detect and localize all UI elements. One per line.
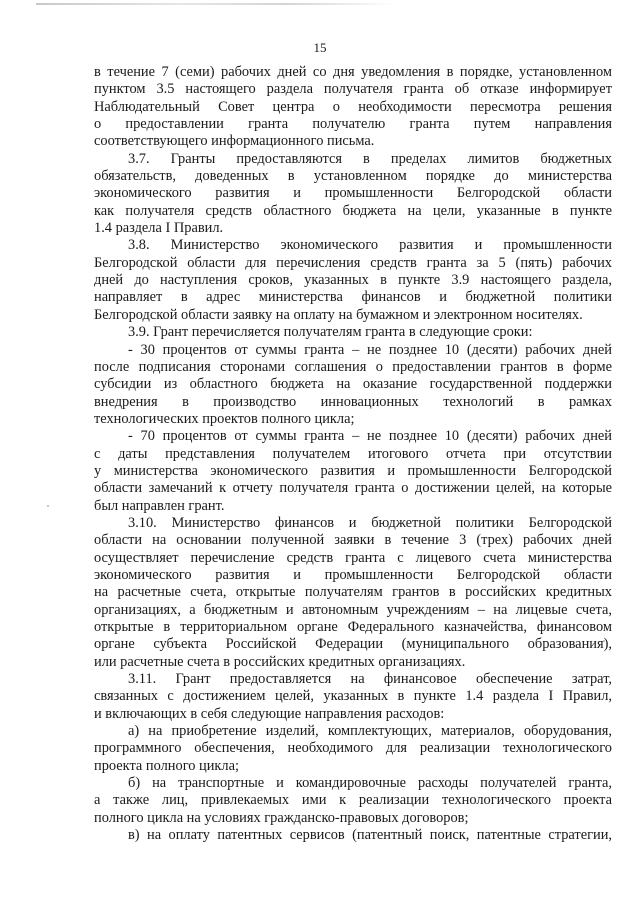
body-line: пунктом 3.5 настоящего раздела получателя гранта об отказе информирует bbox=[94, 81, 612, 98]
body-line: 1.4 раздела I Правил. bbox=[94, 220, 224, 237]
page-number: 15 bbox=[313, 40, 327, 55]
list-item-a: а) на приобретение изделий, комплектующих, материалов, оборудования, bbox=[128, 723, 612, 740]
body-line: области на основании полученной заявки в течение 3 (трех) рабочих дней bbox=[94, 532, 612, 549]
scan-speck bbox=[47, 505, 49, 507]
body-line: связанных с достижением целей, указанных в пункте 1.4 раздела I Правил, bbox=[94, 688, 612, 705]
body-line: субсидии из областного бюджета на оказание государственной поддержки bbox=[94, 376, 612, 393]
body-line: был направлен грант. bbox=[94, 497, 225, 514]
document-body bbox=[94, 64, 612, 844]
body-line: осуществляет перечисление средств гранта с лицевого счета министерства bbox=[94, 549, 612, 566]
body-line: организациях, а бюджетным и автономным учреждениям – на лицевые счета, bbox=[94, 601, 612, 618]
list-item-b: б) на транспортные и командировочные расходы получателей гранта, bbox=[128, 775, 612, 792]
clause-3-10: 3.10. Министерство финансов и бюджетной политики Белгородской bbox=[128, 514, 612, 531]
list-item-70-percent: - 70 процентов от суммы гранта – не позднее 10 (десяти) рабочих дней bbox=[128, 428, 612, 445]
body-line: соответствующего информационного письма. bbox=[94, 133, 375, 150]
scan-header-artifact bbox=[36, 3, 396, 5]
body-line: органе субъекта Российской Федерации (муниципального образования), bbox=[94, 636, 612, 653]
body-line: после подписания сторонами соглашения о предоставлении грантов в форме bbox=[94, 358, 612, 375]
body-line: экономического развития и промышленности Белгородской области bbox=[94, 185, 612, 202]
body-line: о предоставлении гранта получателю гранта путем направления bbox=[94, 116, 612, 133]
body-line: а также лиц, привлекаемых ими к реализации технологического проекта bbox=[94, 792, 612, 809]
body-line: проекта полного цикла; bbox=[94, 757, 239, 774]
clause-3-7: 3.7. Гранты предоставляются в пределах лимитов бюджетных bbox=[128, 150, 612, 167]
body-line: открытые в территориальном органе Федерального казначейства, финансовом bbox=[94, 619, 612, 635]
clause-3-8: 3.8. Министерство экономического развития и промышленности bbox=[128, 237, 612, 254]
body-line: Белгородской области заявку на оплату на бумажном и электронном носителях. bbox=[94, 306, 583, 323]
body-line: области замечаний к отчету получателя гранта о достижении целей, на которые bbox=[94, 480, 612, 497]
list-item-30-percent: - 30 процентов от суммы гранта – не позднее 10 (десяти) рабочих дней bbox=[128, 341, 612, 358]
body-line: внедрения в производство инновационных технологий в рамках bbox=[94, 393, 612, 410]
body-line: программного обеспечения, необходимого для реализации технологического bbox=[94, 740, 612, 757]
body-line: полного цикла на условиях гражданско-правовых договоров; bbox=[94, 809, 469, 826]
body-line: направляет в адрес министерства финансов и бюджетной политики bbox=[94, 289, 612, 306]
body-line: Белгородской области для перечисления средств гранта за 5 (пять) рабочих bbox=[94, 254, 612, 271]
body-line: как получателя средств областного бюджета на цели, указанные в пункте bbox=[94, 202, 612, 219]
list-item-v: в) на оплату патентных сервисов (патентный поиск, патентные стратегии, bbox=[128, 827, 612, 844]
body-line: дней до наступления сроков, указанных в пункте 3.9 настоящего раздела, bbox=[94, 272, 612, 289]
body-line: обязательств, доведенных в установленном порядке до министерства bbox=[94, 168, 612, 185]
body-line: или расчетные счета в российских кредитных организациях. bbox=[94, 653, 466, 670]
body-line: у министерства экономического развития и промышленности Белгородской bbox=[94, 462, 612, 479]
body-line: Наблюдательный Совет центра о необходимости пересмотра решения bbox=[94, 98, 612, 115]
clause-3-11: 3.11. Грант предоставляется на финансовое обеспечение затрат, bbox=[128, 671, 612, 688]
body-line: в течение 7 (семи) рабочих дней со дня уведомления в порядке, установленном bbox=[94, 64, 612, 80]
body-line: технологических проектов полного цикла; bbox=[94, 410, 355, 427]
body-line: с даты представления получателем итогового отчета при отсутствии bbox=[94, 445, 612, 462]
body-line: и включающих в себя следующие направления расходов: bbox=[94, 705, 445, 722]
body-line: на расчетные счета, открытые получателям грантов в российских кредитных bbox=[94, 584, 612, 601]
body-line: экономического развития и промышленности Белгородской области bbox=[94, 566, 612, 583]
clause-3-9: 3.9. Грант перечисляется получателям гранта в следующие сроки: bbox=[128, 324, 533, 341]
